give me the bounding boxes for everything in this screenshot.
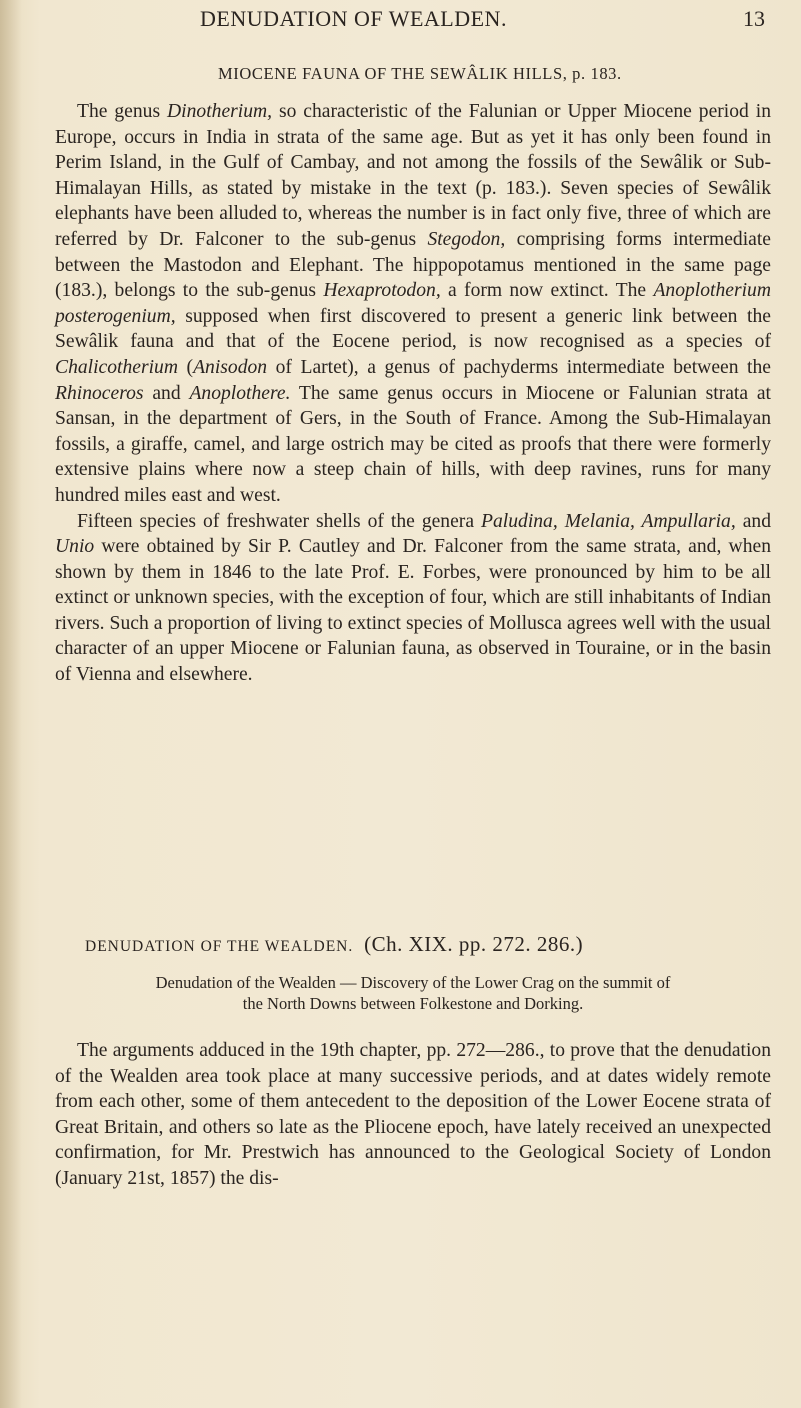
paragraph: [55, 99, 771, 509]
text-run: (: [178, 356, 194, 378]
italic-term: Paludina, Melania, Ampullaria,: [481, 510, 736, 532]
page-gutter-shadow: [0, 0, 22, 1408]
section-heading-text: MIOCENE FAUNA OF THE SEWÂLIK HILLS, p. 183.: [218, 64, 622, 83]
italic-term: Rhinoceros: [55, 382, 144, 404]
running-head-title: DENUDATION OF WEALDEN.: [200, 6, 507, 31]
text-run: a form now extinct. The: [440, 280, 654, 302]
text-run: comprising forms intermediate between the Mastodon and Elephant. The hippopotamus mentioned in the same page (183.), belongs to the sub-genus: [55, 228, 771, 302]
subheading-line: the North Downs between Folkestone and Dorking.: [242, 994, 584, 1013]
section-heading-denudation: [85, 932, 583, 957]
section-subheading: [60, 972, 766, 1014]
paragraph: [55, 509, 771, 688]
italic-term: Anoplotherium posterogenium,: [55, 280, 771, 327]
text-run: were obtained by Sir P. Cautley and Dr. Falconer from the same strata, and, when shown by them in 1846 to the late Prof. E. Forbes, were pronounced by him to be all extinct or unknown species, with the exception of four, which are still inhabitants of Indian rivers. Such a proportion of living to extinct species of Mollusca agrees well with the usual character of an upper Miocene or Falunian fauna, as observed in Touraine, or in the basin of Vienna and elsewhere.: [55, 536, 771, 686]
text-run: so characteristic of the Falunian or Upper Miocene period in Europe, occurs in India in strata of the same age. But as yet it has only been found in Perim Island, in the Gulf of Cambay, and not among the fossils of the Sewâlik or Sub-Himalayan Hills, as stated by mistake in the text (p. 183.). Seven species of Sewâlik elephants have been alluded to, whereas the number is in fact only five, three of which are referred by Dr. Falconer to the sub-genus: [55, 101, 771, 250]
italic-term: Anoplothere.: [189, 382, 291, 404]
italic-term: Unio: [55, 536, 95, 558]
text-run: Fifteen species of freshwater shells of the genera: [77, 510, 482, 532]
text-run: The arguments adduced in the 19th chapter, pp. 272—286., to prove that the denudation of the Wealden area took place at many successive periods, and at dates widely remote from each other, some of them antecedent to the deposition of the Lower Eocene strata of Great Britain, and others so late as the Pliocene epoch, have lately received an unexpected confirmation, for Mr. Prestwich has announced to the Geological Society of London (January 21st, 1857) the dis-: [55, 1040, 771, 1189]
text-run: and: [143, 382, 190, 404]
subheading-line: Denudation of the Wealden — Discovery of the Lower Crag on the summit of: [155, 973, 671, 992]
section-heading-reference: (Ch. XIX. pp. 272. 286.): [364, 932, 584, 956]
section-denudation-body: [55, 1038, 771, 1192]
italic-term: Stegodon,: [427, 228, 506, 250]
text-run: of Lartet), a genus of pachyderms intermediate between the: [267, 356, 771, 378]
section-heading-miocene-fauna: [218, 63, 622, 84]
italic-term: Anisodon: [193, 356, 268, 378]
italic-term: Chalicotherium: [55, 356, 178, 378]
text-run: supposed when first discovered to present a generic link between the Sewâlik fauna and that of the Eocene period, is now recognised as a species of: [55, 305, 771, 353]
italic-term: Hexaprotodon,: [323, 280, 441, 302]
running-head: [0, 6, 801, 36]
paragraph: [55, 1038, 771, 1192]
section-heading-caps: DENUDATION OF THE WEALDEN.: [85, 938, 354, 955]
section-miocene-fauna-body: [55, 99, 771, 688]
text-run: and: [735, 510, 771, 532]
text-run: The genus: [77, 101, 168, 122]
italic-term: Dinotherium,: [167, 101, 273, 122]
page-number: 13: [743, 6, 765, 31]
text-run: The same genus occurs in Miocene or Falunian strata at Sansan, in the department of Gers, in the South of France. Among the Sub-Himalayan fossils, a giraffe, camel, and large ostrich may be cited as proofs that there were formerly extensive plains where now a steep chain of hills, with deep ravines, runs for many hundred miles east and west.: [55, 382, 771, 506]
